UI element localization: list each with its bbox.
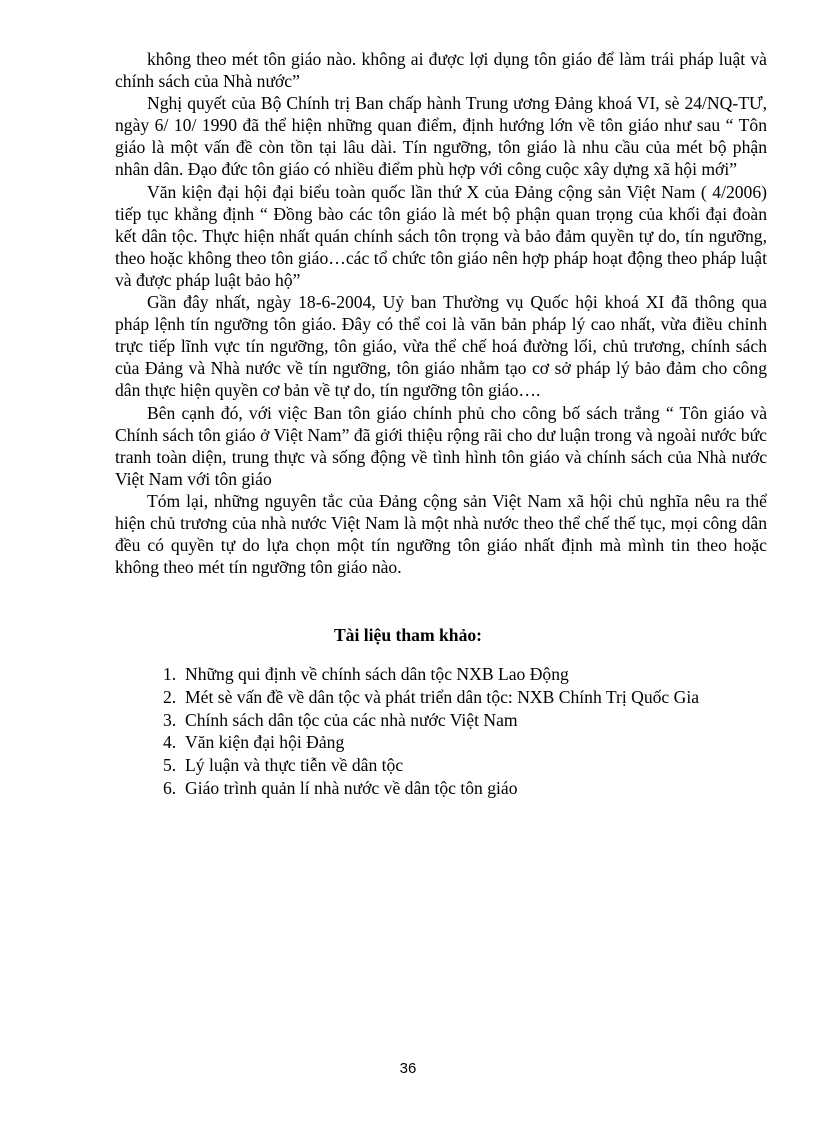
- reference-item: [163, 686, 783, 709]
- reference-item: [163, 663, 783, 686]
- page-number: 36: [399, 1060, 417, 1077]
- paragraph-politburo-resolution: Nghị quyết của Bộ Chính trị Ban chấp hành Trung ương Đảng khoá VI, sè 24/NQ-TƯ, ngày 6/ 10/ 1990 đã thể hiện những quan điểm, định hướng lớn về tôn giáo như sau “ Tôn giáo là một vấn đề còn tồn tại lâu dài. Tín ngưỡng, tôn giáo là nhu cầu của mét bộ phận nhân dân. Đạo đức tôn giáo có nhiều điểm phù hợp với công cuộc xây dựng xã hội mới”: [115, 93, 767, 180]
- body-text: [115, 48, 767, 578]
- reference-text: Mét sè vấn đề về dân tộc và phát triển dân tộc: NXB Chính Trị Quốc Gia: [185, 686, 700, 707]
- references-list: [163, 663, 783, 800]
- reference-text: Chính sách dân tộc của các nhà nước Việt Nam: [185, 709, 518, 730]
- paragraph-continuation: không theo mét tôn giáo nào. không ai được lợi dụng tôn giáo để làm trái pháp luật và chính sách của Nhà nước”: [115, 49, 767, 92]
- reference-number: 3.: [163, 709, 177, 730]
- references-title: Tài liệu tham khảo:: [333, 625, 483, 645]
- reference-item: [163, 777, 783, 800]
- reference-number: 4.: [163, 732, 177, 753]
- paragraph-party-congress: Văn kiện đại hội đại biểu toàn quốc lần thứ X của Đảng cộng sản Việt Nam ( 4/2006) tiếp tục khẳng định “ Đồng bào các tôn giáo là mét bộ phận quan trọng của khối đại đoàn kết dân tộc. Thực hiện nhất quán chính sách tôn trọng và bảo đảm quyền tự do, tín ngưỡng, theo hoặc không theo tôn giáo…các tổ chức tôn giáo nên hợp pháp hoạt động theo pháp luật và được pháp luật bảo hộ”: [115, 181, 767, 290]
- paragraph-conclusion: Tóm lại, những nguyên tắc của Đảng cộng sản Việt Nam xã hội chủ nghĩa nêu ra thể hiện chủ trương của nhà nước Việt Nam là một nhà nước theo thể chế thế tục, mọi công dân đều có quyền tự do lựa chọn một tín ngưỡng tôn giáo nhất định mà mình tin theo hoặc không theo mét tín ngưỡng tôn giáo nào.: [115, 490, 767, 578]
- reference-text: Lý luận và thực tiễn về dân tộc: [185, 755, 404, 776]
- reference-item: [163, 731, 783, 754]
- reference-text: Những qui định về chính sách dân tộc NXB Lao Động: [185, 664, 569, 684]
- reference-item: [163, 709, 783, 732]
- paragraph-ordinance: Gần đây nhất, ngày 18-6-2004, Uỷ ban Thường vụ Quốc hội khoá XI đã thông qua pháp lệnh tín ngưỡng tôn giáo. Đây có thể coi là văn bản pháp lý cao nhất, vừa điều chỉnh trực tiếp lĩnh vực tín ngưỡng, tôn giáo, vừa thể chế hoá đường lối, chủ trương, chính sách của Đảng và Nhà nước về tín ngưỡng, tôn giáo nhằm tạo cơ sở pháp lý bảo đảm cho công dân thực hiện quyền cơ bản về tự do, tín ngưỡng tôn giáo….: [115, 292, 767, 401]
- reference-number: 6.: [163, 777, 177, 798]
- reference-item: [163, 754, 783, 777]
- reference-number: 5.: [163, 755, 177, 776]
- reference-number: 2.: [163, 686, 177, 707]
- reference-text: Văn kiện đại hội Đảng: [185, 732, 345, 753]
- reference-number: 1.: [163, 664, 177, 684]
- reference-text: Giáo trình quản lí nhà nước về dân tộc tôn giáo: [185, 777, 518, 798]
- paragraph-white-paper: Bên cạnh đó, với việc Ban tôn giáo chính phủ cho công bố sách trắng “ Tôn giáo và Chính sách tôn giáo ở Việt Nam” đã giới thiệu rộng rãi cho dư luận trong và ngoài nước bức tranh toàn diện, trung thực và sống động về tình hình tôn giáo và chính sách của Nhà nước Việt Nam với tôn giáo: [115, 402, 767, 489]
